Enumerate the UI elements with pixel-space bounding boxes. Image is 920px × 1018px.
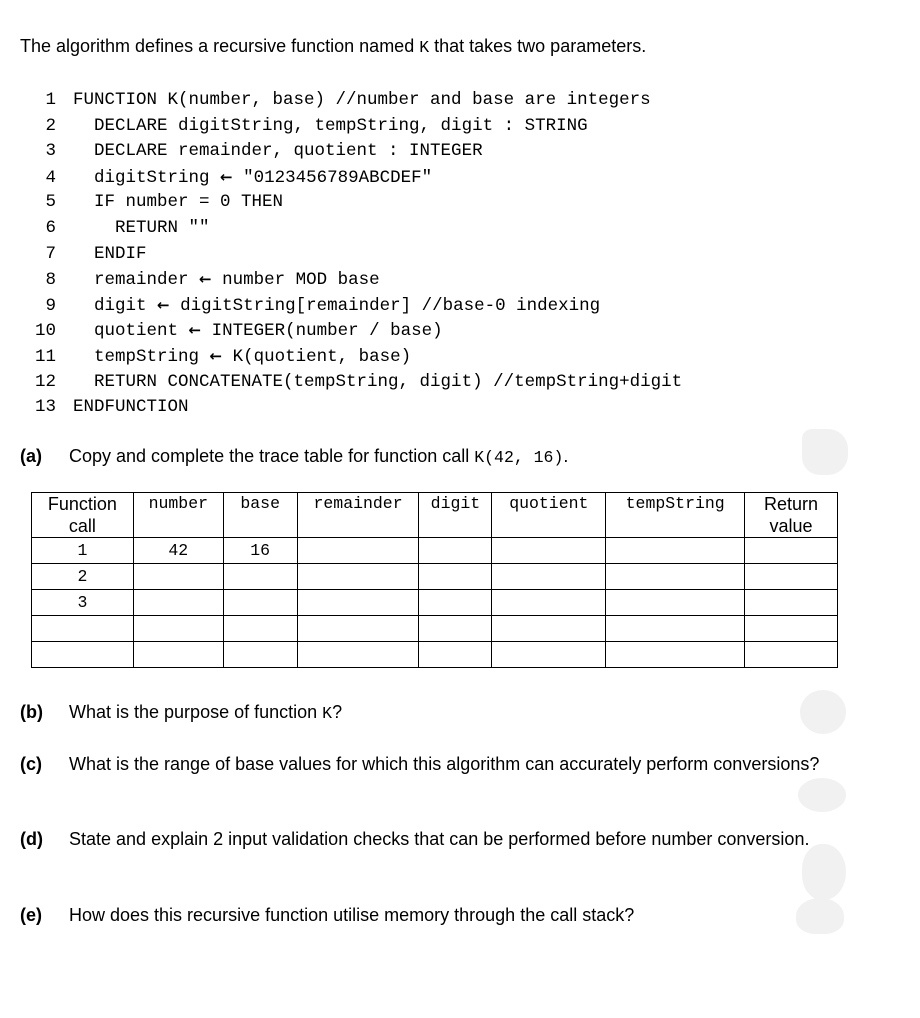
- line-number: 13: [34, 397, 56, 418]
- question-b-code: K: [322, 704, 333, 723]
- table-cell[interactable]: [223, 590, 297, 616]
- line-number: 4: [45, 167, 56, 188]
- intro-function-name: K: [419, 38, 430, 57]
- question-c-text: What is the range of base values for which this algorithm can accurately perform conversions?: [69, 754, 820, 774]
- trace-table-header: Return value: [745, 493, 838, 538]
- line-number: 8: [45, 270, 56, 291]
- table-cell[interactable]: [223, 642, 297, 668]
- code-text: ENDIF: [73, 243, 147, 264]
- code-text: DECLARE remainder, quotient : INTEGER: [73, 141, 483, 162]
- table-cell[interactable]: [745, 538, 838, 564]
- table-cell[interactable]: [297, 538, 419, 564]
- table-cell[interactable]: [133, 590, 223, 616]
- question-b: [20, 700, 844, 726]
- code-text: digitString[remainder] //base-0 indexing: [169, 295, 601, 316]
- code-line: [28, 344, 682, 370]
- line-number: 12: [34, 371, 56, 392]
- code-line: [28, 267, 682, 293]
- question-c-label: (c): [20, 754, 42, 774]
- table-cell[interactable]: [606, 616, 745, 642]
- code-text: ENDFUNCTION: [73, 397, 189, 418]
- code-text: tempString: [73, 346, 210, 367]
- code-line: [28, 293, 682, 319]
- table-cell[interactable]: [32, 616, 134, 642]
- margin-mark: [802, 844, 846, 900]
- margin-mark: [802, 429, 848, 475]
- trace-table-header: number: [133, 493, 223, 538]
- question-d: [20, 827, 844, 851]
- table-row: [32, 564, 838, 590]
- margin-mark: [798, 778, 846, 812]
- table-cell[interactable]: [606, 590, 745, 616]
- question-a-tail: .: [563, 446, 569, 466]
- table-cell[interactable]: 3: [32, 590, 134, 616]
- trace-table-header: Function call: [32, 493, 134, 538]
- table-cell[interactable]: [606, 564, 745, 590]
- assignment-arrow-icon: ←: [157, 295, 170, 314]
- code-text: IF number = 0 THEN: [73, 192, 284, 213]
- table-cell[interactable]: 42: [133, 538, 223, 564]
- table-cell[interactable]: [223, 616, 297, 642]
- table-cell[interactable]: [745, 616, 838, 642]
- table-cell[interactable]: [297, 590, 419, 616]
- table-cell[interactable]: [133, 616, 223, 642]
- table-cell[interactable]: [223, 564, 297, 590]
- table-cell[interactable]: 2: [32, 564, 134, 590]
- table-cell[interactable]: [492, 616, 606, 642]
- table-cell[interactable]: [745, 642, 838, 668]
- code-line: [28, 242, 682, 268]
- code-line: [28, 216, 682, 242]
- question-a-code: K(42, 16): [474, 448, 564, 467]
- table-cell[interactable]: [745, 564, 838, 590]
- code-line: [28, 318, 682, 344]
- intro-after: that takes two parameters.: [429, 36, 647, 56]
- table-cell[interactable]: [297, 564, 419, 590]
- table-cell[interactable]: [297, 642, 419, 668]
- code-text: RETURN CONCATENATE(tempString, digit) //tempString+digit: [73, 371, 683, 392]
- question-e-label: (e): [20, 905, 42, 925]
- question-e-text: How does this recursive function utilise memory through the call stack?: [69, 905, 635, 925]
- assignment-arrow-icon: ←: [220, 167, 233, 186]
- question-c: [20, 752, 844, 776]
- code-text: quotient: [73, 321, 189, 342]
- table-cell[interactable]: [419, 616, 492, 642]
- code-text: RETURN "": [73, 217, 210, 238]
- table-cell[interactable]: [419, 590, 492, 616]
- question-b-tail: ?: [332, 702, 343, 722]
- table-row: [32, 590, 838, 616]
- table-cell[interactable]: [606, 642, 745, 668]
- code-text: INTEGER(number / base): [201, 321, 443, 342]
- code-line: [28, 395, 682, 421]
- code-line: [28, 88, 682, 114]
- table-cell[interactable]: [745, 590, 838, 616]
- code-text: digit: [73, 295, 158, 316]
- question-a-text: Copy and complete the trace table for function call: [69, 446, 475, 466]
- table-cell[interactable]: [133, 564, 223, 590]
- table-cell[interactable]: [419, 642, 492, 668]
- pseudocode-block: [28, 88, 682, 421]
- question-b-label: (b): [20, 702, 43, 722]
- code-text: "0123456789ABCDEF": [232, 167, 433, 188]
- trace-table-header: quotient: [492, 493, 606, 538]
- table-row: [32, 642, 838, 668]
- assignment-arrow-icon: ←: [199, 270, 212, 289]
- trace-table-header: remainder: [297, 493, 419, 538]
- table-cell[interactable]: 16: [223, 538, 297, 564]
- code-line: [28, 190, 682, 216]
- trace-table-header-row: [32, 493, 838, 538]
- trace-table-header: base: [223, 493, 297, 538]
- code-text: remainder: [73, 270, 200, 291]
- intro-text: [20, 36, 646, 57]
- table-cell[interactable]: [492, 590, 606, 616]
- question-d-text: State and explain 2 input validation checks that can be performed before number conversion.: [69, 829, 810, 849]
- table-row: [32, 538, 838, 564]
- assignment-arrow-icon: ←: [188, 321, 202, 340]
- table-row: [32, 616, 838, 642]
- code-line: [28, 114, 682, 140]
- code-text: K(quotient, base): [222, 346, 412, 367]
- margin-mark: [796, 898, 844, 934]
- code-text: number MOD base: [211, 270, 380, 291]
- line-number: 5: [45, 192, 56, 213]
- code-text: FUNCTION K(number, base) //number and base are integers: [73, 90, 651, 110]
- trace-table-header: tempString: [606, 493, 745, 538]
- line-number: 11: [34, 346, 56, 367]
- line-number: 6: [45, 217, 56, 238]
- line-number: 2: [45, 115, 56, 136]
- code-text: DECLARE digitString, tempString, digit : STRING: [73, 115, 588, 136]
- table-cell[interactable]: [419, 538, 492, 564]
- line-number: 9: [45, 295, 56, 316]
- table-cell[interactable]: [492, 538, 606, 564]
- table-cell[interactable]: [606, 538, 745, 564]
- assignment-arrow-icon: ←: [209, 346, 223, 365]
- margin-mark: [800, 690, 846, 734]
- line-number: 7: [45, 243, 56, 264]
- code-line: [28, 165, 682, 191]
- line-number: 10: [34, 321, 56, 342]
- line-number: 3: [45, 141, 56, 162]
- table-cell[interactable]: [492, 564, 606, 590]
- trace-table: [31, 492, 838, 668]
- question-d-label: (d): [20, 829, 43, 849]
- line-number: 1: [45, 90, 56, 110]
- table-cell[interactable]: [133, 642, 223, 668]
- table-cell[interactable]: [492, 642, 606, 668]
- question-a: [20, 444, 844, 470]
- question-a-label: (a): [20, 446, 42, 466]
- code-text: digitString: [73, 167, 221, 188]
- trace-table-header: digit: [419, 493, 492, 538]
- intro-before: The algorithm defines a recursive function named: [20, 36, 420, 56]
- question-b-text: What is the purpose of function: [69, 702, 323, 722]
- code-line: [28, 139, 682, 165]
- table-cell[interactable]: [32, 642, 134, 668]
- question-e: [20, 903, 844, 927]
- table-cell[interactable]: [419, 564, 492, 590]
- table-cell[interactable]: [297, 616, 419, 642]
- table-cell[interactable]: 1: [32, 538, 134, 564]
- code-line: [28, 370, 682, 396]
